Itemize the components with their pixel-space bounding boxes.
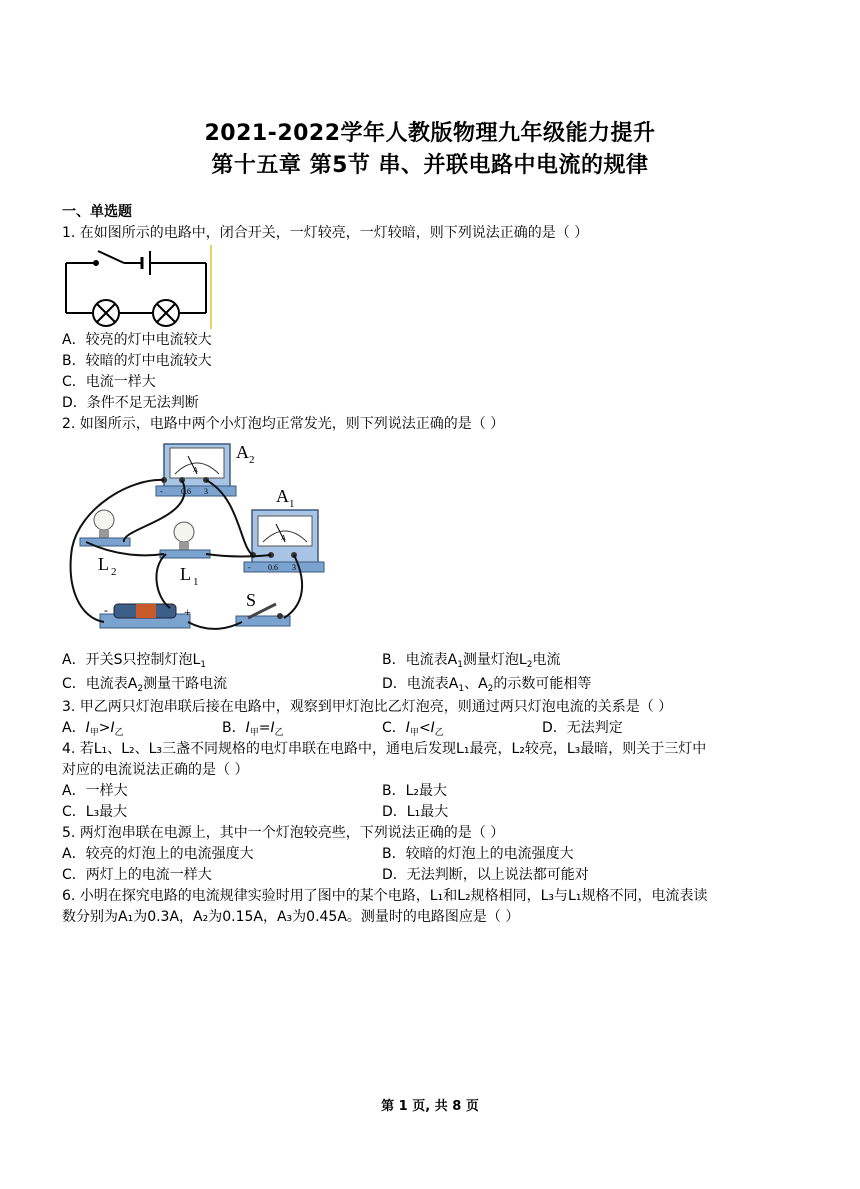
section-heading: 一、单选题 <box>62 204 132 220</box>
svg-text:A: A <box>281 534 287 542</box>
q6-stem-line1: 6. 小明在探究电路的电流规律实验时用了图中的某个电路，L₁和L₂规格相同，L₃与L₁规格不同，电流表读 <box>62 888 708 904</box>
svg-text:0.6: 0.6 <box>181 487 191 496</box>
q5-option-a: A．较亮的灯泡上的电流强度大 <box>62 846 254 862</box>
q5-stem: 5. 两灯泡串联在电源上，其中一个灯泡较亮些，下列说法正确的是（ ） <box>62 825 505 841</box>
page-title-1: 2021-2022学年人教版物理九年级能力提升 <box>204 121 656 146</box>
q4-stem-line2: 对应的电流说法正确的是（ ） <box>62 762 249 778</box>
q5-option-b: B．较暗的灯泡上的电流强度大 <box>382 846 574 862</box>
q1-stem: 1. 在如图所示的电路中，闭合开关，一灯较亮，一灯较暗，则下列说法正确的是（ ） <box>62 225 589 241</box>
label-l1: L <box>180 564 191 584</box>
label-a1: A <box>276 486 289 506</box>
svg-text:3: 3 <box>204 487 208 496</box>
label-a2: A <box>236 442 249 462</box>
q6-stem-line2: 数分别为A₁为0.3A，A₂为0.15A，A₃为0.45A。测量时的电路图应是（ ） <box>62 909 520 925</box>
label-s: S <box>246 590 257 610</box>
q2-option-b: B．电流表$A_1$测量灯泡$L_2$电流 <box>382 652 561 670</box>
svg-text:2: 2 <box>111 566 117 578</box>
ammeter-a1 <box>244 510 324 572</box>
svg-text:0.6: 0.6 <box>268 563 278 572</box>
svg-text:-: - <box>160 487 163 496</box>
q2-option-d: D．电流表$A_1$、$A_2$的示数可能相等 <box>382 676 592 694</box>
q4-option-c: C．L₃最大 <box>62 804 128 820</box>
q2-stem: 2. 如图所示，电路中两个小灯泡均正常发光，则下列说法正确的是（ ） <box>62 416 505 432</box>
q5-option-d: D．无法判断，以上说法都可能对 <box>382 867 589 883</box>
q3-option-d: D．无法判定 <box>542 720 623 736</box>
page-footer: 第 1 页, 共 8 页 <box>381 1099 479 1114</box>
q4-option-b: B．L₂最大 <box>382 783 448 799</box>
page-title-2: 第十五章 第5节 串、并联电路中电流的规律 <box>211 153 649 178</box>
lamp-l2 <box>80 510 130 546</box>
q3-option-c: C．$I_甲<I_乙$ <box>382 720 444 738</box>
q1-option-a: A．较亮的灯中电流较大 <box>62 332 212 348</box>
switch-s <box>236 604 290 626</box>
q1-option-d: D．条件不足无法判断 <box>62 395 199 411</box>
svg-text:A: A <box>193 466 199 474</box>
q3-option-b: B．$I_甲=I_乙$ <box>222 720 284 738</box>
q4-stem-line1: 4. 若L₁、L₂、L₃三盏不同规格的电灯串联在电路中，通电后发现L₁最亮，L₂较亮，L₃最暗，则关于三灯中 <box>62 741 707 757</box>
q4-option-a: A．一样大 <box>62 783 128 799</box>
svg-text:2: 2 <box>249 454 255 466</box>
q1-switch-blade <box>98 251 124 263</box>
q4-option-d: D．L₁最大 <box>382 804 449 820</box>
svg-text:-: - <box>248 563 251 572</box>
q1-option-c: C．电流一样大 <box>62 374 156 390</box>
battery <box>100 604 190 628</box>
q2-circuit-figure <box>60 438 330 643</box>
q2-option-c: C．电流表$A_2$测量干路电流 <box>62 676 228 694</box>
label-l2: L <box>98 554 109 574</box>
svg-text:3: 3 <box>292 563 296 572</box>
q3-stem: 3. 甲乙两只灯泡串联后接在电路中，观察到甲灯泡比乙灯泡亮，则通过两只灯泡电流的关系是（ ） <box>62 699 673 715</box>
svg-text:-: - <box>104 603 108 617</box>
q1-option-b: B．较暗的灯中电流较大 <box>62 353 212 369</box>
q5-option-c: C．两灯上的电流一样大 <box>62 867 212 883</box>
q3-option-a: A．$I_甲>I_乙$ <box>62 720 124 738</box>
ammeter-a2 <box>156 444 236 496</box>
svg-text:+: + <box>184 605 191 619</box>
svg-text:1: 1 <box>289 498 295 510</box>
q2-option-a: A．开关S只控制灯泡$L_1$ <box>62 652 206 670</box>
q1-circuit-diagram <box>60 245 220 329</box>
lamp-l1 <box>160 522 210 558</box>
svg-text:1: 1 <box>193 576 199 588</box>
